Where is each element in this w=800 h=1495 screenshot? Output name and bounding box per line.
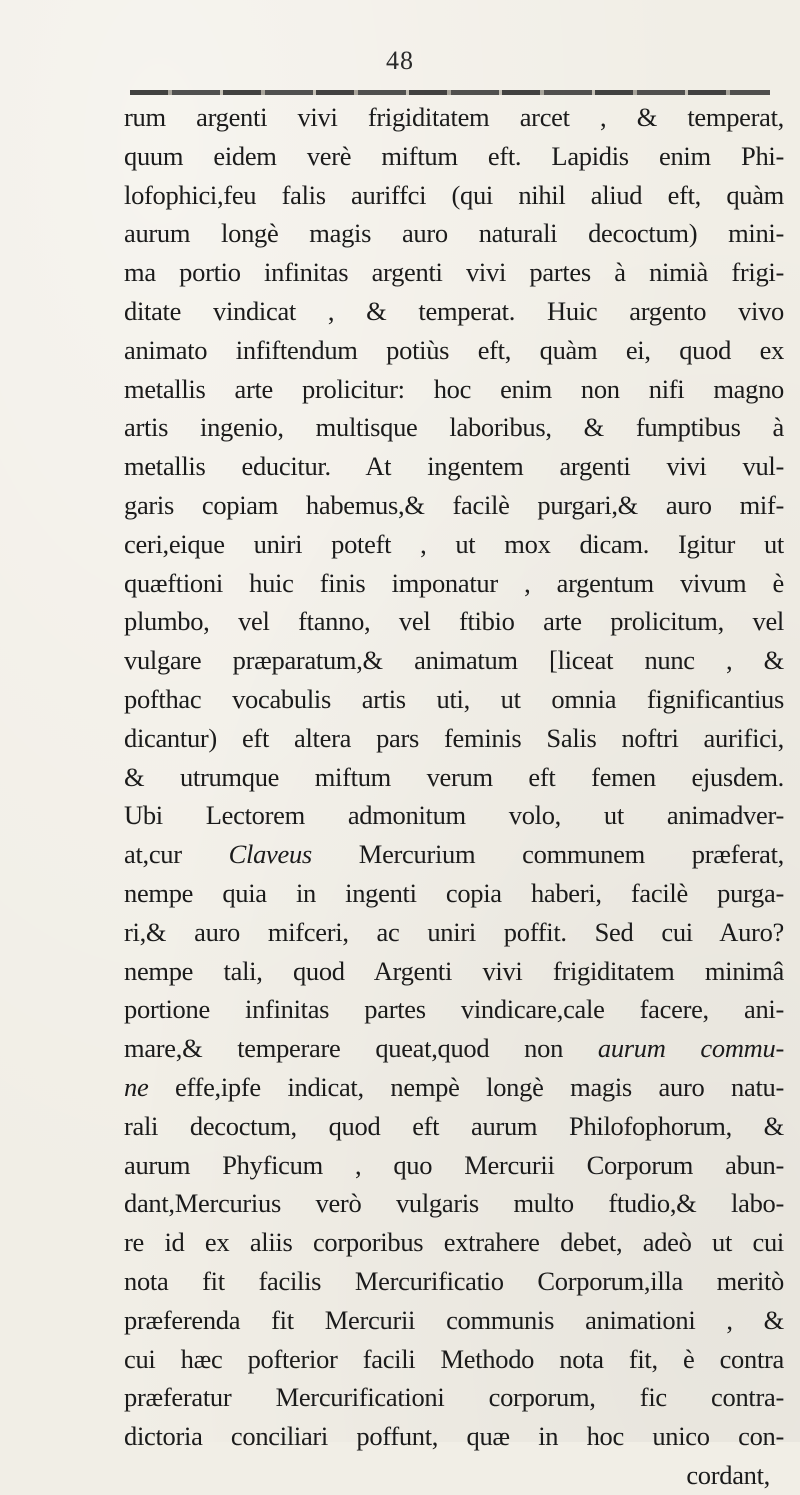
text-line (124, 1262, 784, 1301)
text-line (124, 331, 784, 370)
italic-segment: Claveus (228, 839, 312, 870)
text-segment: re id ex aliis corporibus extrahere debet, adeò ut cui (124, 1227, 784, 1258)
text-line (124, 486, 784, 525)
text-segment: dictoria conciliari poffunt, quæ in hoc unico con- (124, 1421, 784, 1452)
text-line (124, 447, 784, 486)
text-line (124, 253, 784, 292)
text-segment: aurum Phyficum , quo Mercurii Corporum abun- (124, 1149, 784, 1180)
text-line (124, 641, 784, 680)
body-text (124, 98, 784, 1495)
text-line (124, 874, 784, 913)
text-segment: artis ingenio, multisque laboribus, & fumptibus à (124, 412, 784, 443)
text-segment: & utrumque miftum verum eft femen ejusdem. (124, 761, 784, 792)
text-line (124, 1417, 784, 1456)
text-segment: quum eidem verè miftum eft. Lapidis enim Phi- (124, 140, 784, 171)
text-segment: cui hæc pofterior facili Methodo nota fit, è contra (124, 1343, 784, 1374)
text-segment: præferatur Mercurificationi corporum, fic contra- (124, 1382, 784, 1413)
text-segment: nempe quia in ingenti copia haberi, facilè purga- (124, 877, 784, 908)
text-segment: portione infinitas partes vindicare,cale facere, ani- (124, 994, 784, 1025)
text-line (124, 758, 784, 797)
text-line (124, 137, 784, 176)
text-line (124, 1146, 784, 1185)
text-line (124, 1068, 784, 1107)
text-segment: ditate vindicat , & temperat. Huic argento vivo (124, 295, 784, 326)
text-segment: quæftioni huic finis imponatur , argentum vivum è (124, 567, 784, 598)
text-line (124, 370, 784, 409)
italic-segment: aurum commu- (597, 1033, 784, 1064)
text-line (124, 1184, 784, 1223)
text-segment: cordant, (686, 1459, 770, 1490)
text-line (124, 214, 784, 253)
text-segment: animato infiftendum potiùs eft, quàm ei, quod ex (124, 334, 784, 365)
text-line (124, 1340, 784, 1379)
text-segment: aurum longè magis auro naturali decoctum) mini- (124, 218, 784, 249)
text-line (124, 680, 784, 719)
text-segment: ma portio infinitas argenti vivi partes à nimià frigi- (124, 257, 784, 288)
text-line (124, 1029, 784, 1068)
text-line (124, 1223, 784, 1262)
text-segment: at,cur (124, 839, 229, 870)
text-line (124, 1456, 784, 1495)
italic-segment: ne (124, 1071, 149, 1102)
text-line (124, 990, 784, 1029)
text-line (124, 1378, 784, 1417)
text-line (124, 564, 784, 603)
text-line (124, 1301, 784, 1340)
text-segment: Mercurium communem præferat, (311, 839, 784, 870)
page-number: 48 (386, 46, 414, 75)
text-line (124, 602, 784, 641)
text-segment: rum argenti vivi frigiditatem arcet , & temperat, (124, 102, 784, 132)
text-segment: rali decoctum, quod eft aurum Philofophorum, & (124, 1110, 784, 1141)
text-segment: effe,ipfe indicat, nempè longè magis auro natu- (148, 1071, 784, 1102)
text-segment: vulgare præparatum,& animatum [liceat nunc , & (124, 645, 784, 676)
text-line (124, 796, 784, 835)
text-segment: præferenda fit Mercurii communis animationi , & (124, 1304, 784, 1335)
text-segment: metallis educitur. At ingentem argenti vivi vul- (124, 451, 784, 482)
text-segment: lofophici,feu falis auriffci (qui nihil aliud eft, quàm (124, 179, 784, 210)
text-line (124, 176, 784, 215)
text-segment: ri,& auro mifceri, ac uniri poffit. Sed cui Auro? (124, 916, 784, 947)
text-line (124, 408, 784, 447)
text-line (124, 525, 784, 564)
text-segment: nempe tali, quod Argenti vivi frigiditatem minimâ (124, 955, 784, 986)
text-segment: dicantur) eft altera pars feminis Salis noftri aurifici, (124, 722, 784, 753)
text-line (124, 913, 784, 952)
text-line (124, 98, 784, 137)
text-segment: garis copiam habemus,& facilè purgari,& auro mif- (124, 489, 784, 520)
text-segment: ceri,eique uniri poteft , ut mox dicam. Igitur ut (124, 528, 784, 559)
text-segment: mare,& temperare queat,quod non (124, 1033, 598, 1064)
text-line (124, 835, 784, 874)
header-rule (130, 90, 770, 95)
text-line (124, 952, 784, 991)
text-segment: Ubi Lectorem admonitum volo, ut animadver- (124, 800, 784, 831)
text-line (124, 719, 784, 758)
text-segment: metallis arte prolicitur: hoc enim non nifi magno (124, 373, 784, 404)
text-segment: pofthac vocabulis artis uti, ut omnia fignificantius (124, 683, 784, 714)
text-segment: nota fit facilis Mercurificatio Corporum,illa meritò (124, 1265, 784, 1296)
text-segment: dant,Mercurius verò vulgaris multo ftudio,& labo- (124, 1188, 784, 1219)
text-segment: plumbo, vel ftanno, vel ftibio arte prolicitum, vel (124, 606, 784, 637)
text-line (124, 292, 784, 331)
text-line (124, 1107, 784, 1146)
